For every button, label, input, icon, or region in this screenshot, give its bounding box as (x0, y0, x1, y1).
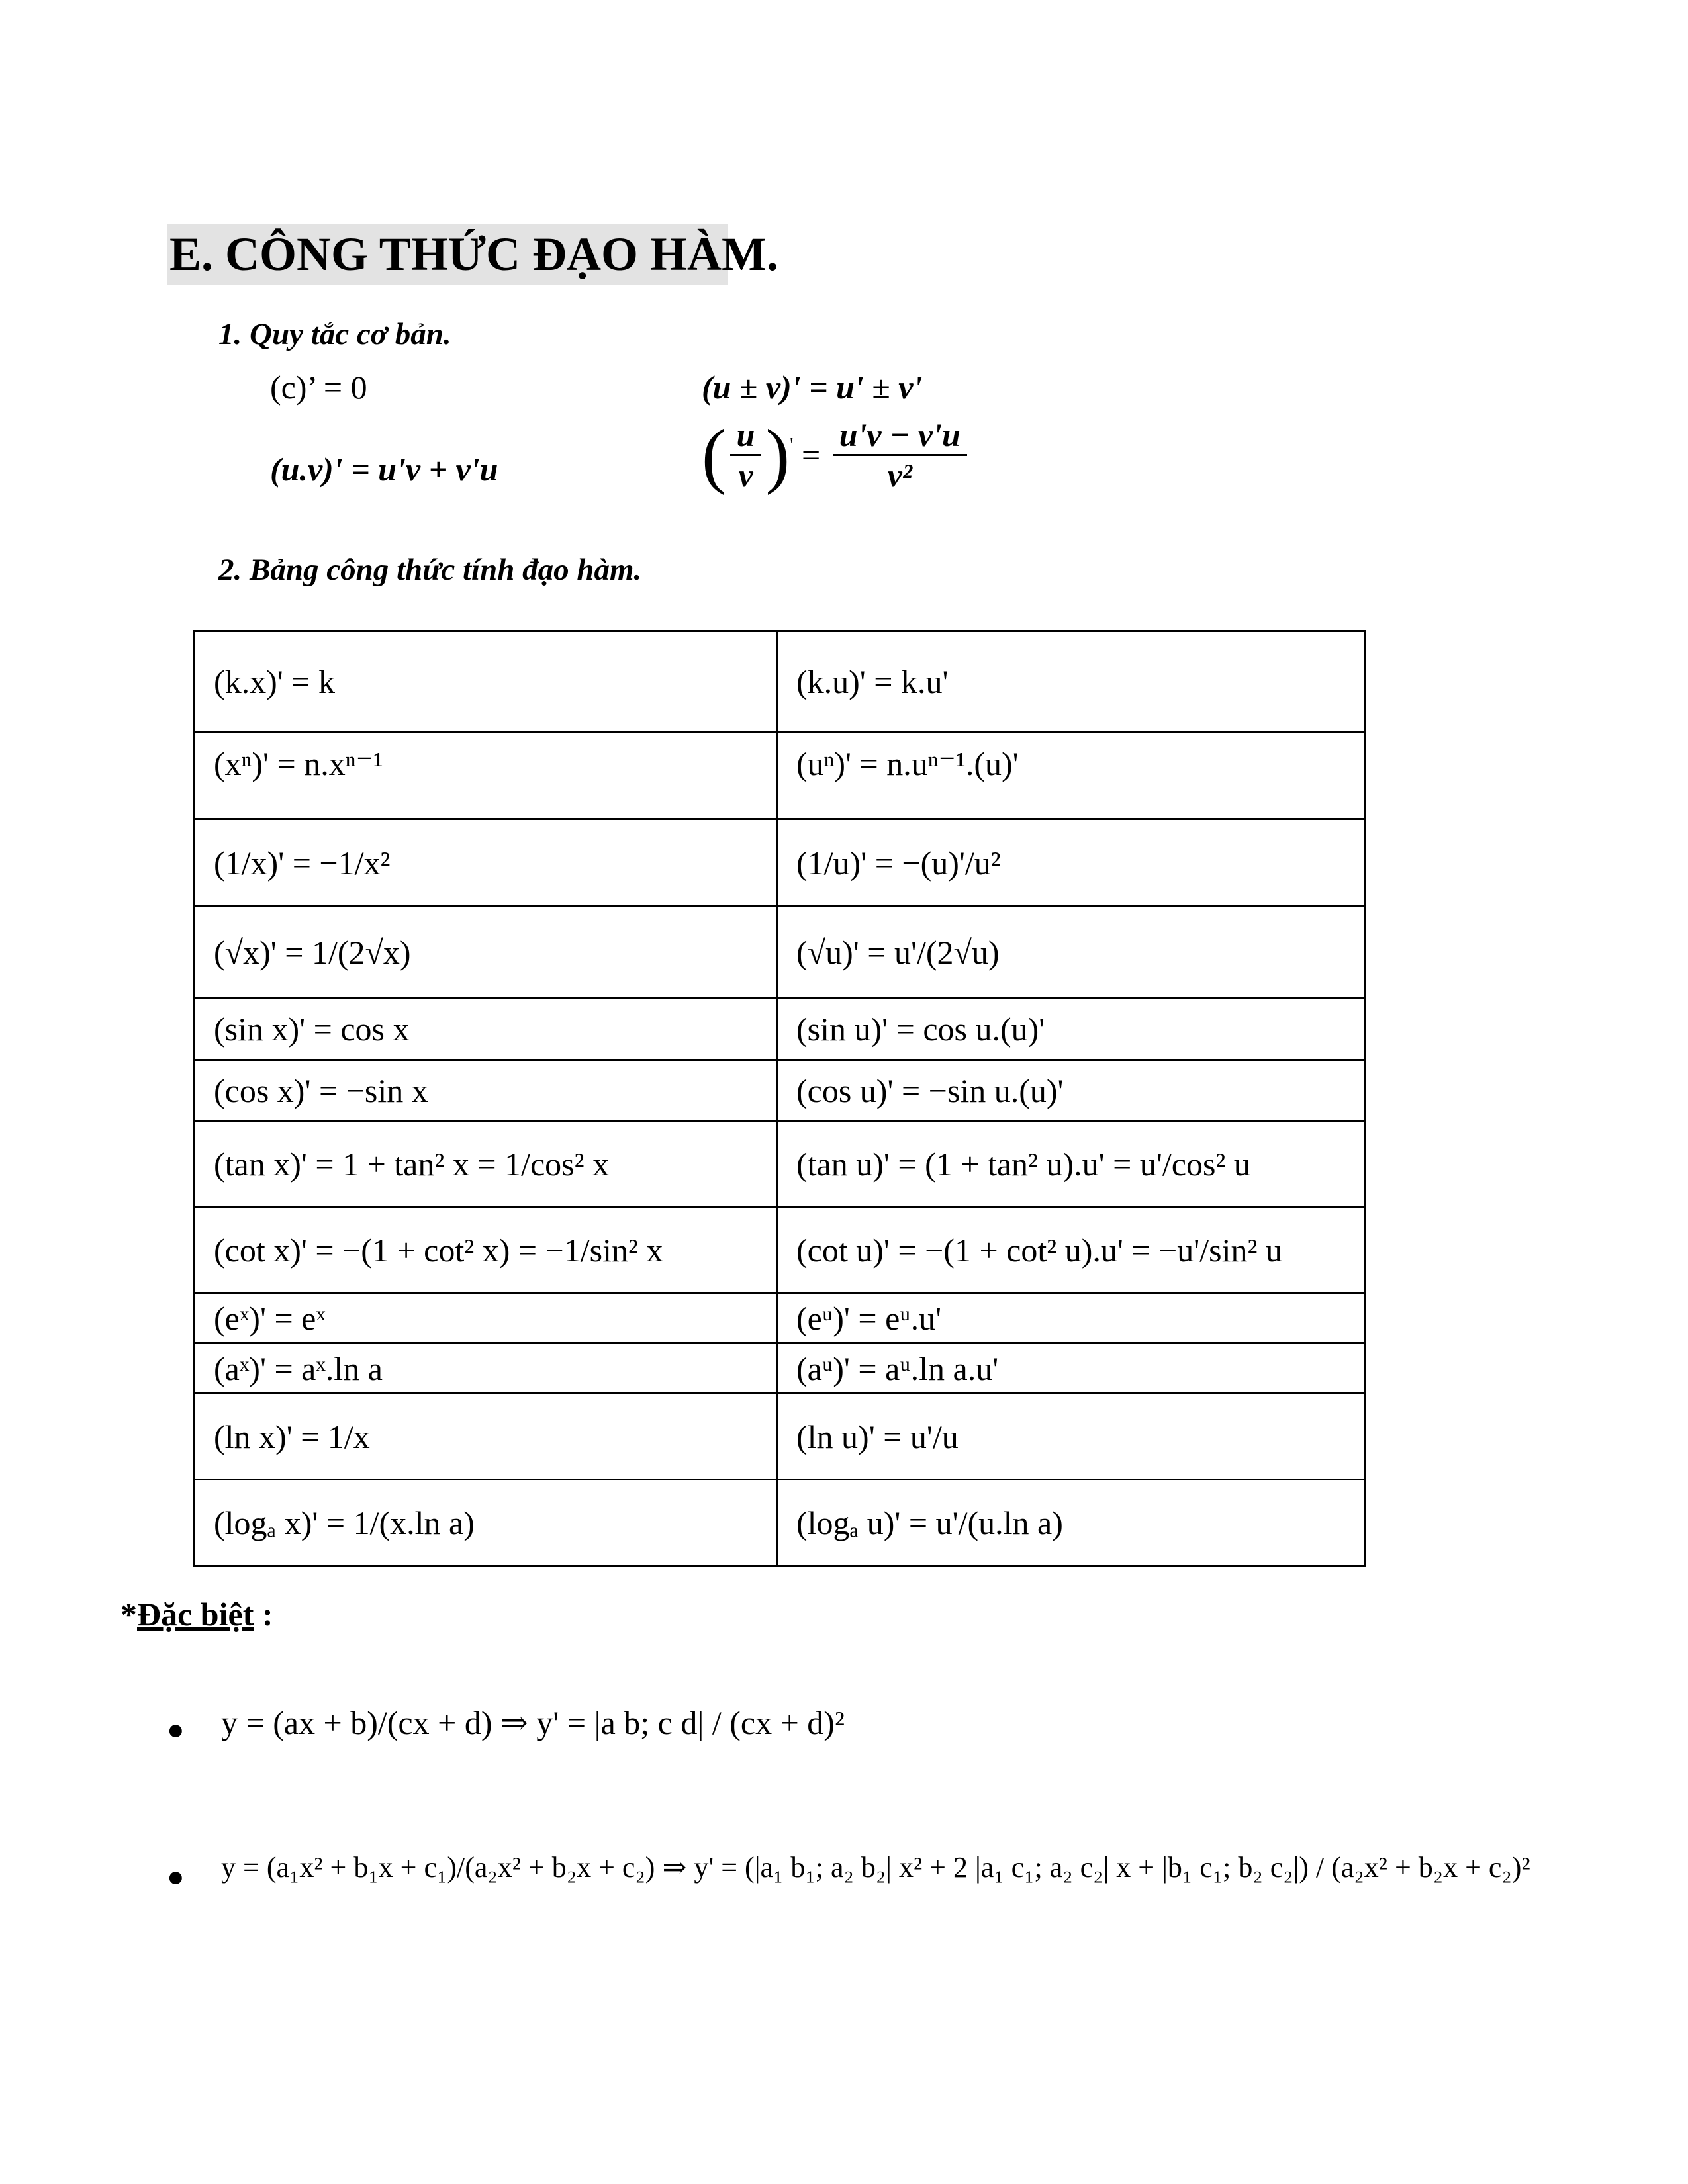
derivative-table (193, 630, 1366, 1567)
table-row (195, 1121, 1365, 1207)
quotient-rhs-den: v² (887, 457, 912, 494)
special-label-text: Đặc biệt (137, 1596, 254, 1633)
formula-right: (k.u)' = k.u' (777, 631, 1365, 732)
formula-left: (1/x)' = −1/x² (195, 819, 777, 907)
formula-right: (1/u)' = −(u)'/u² (777, 819, 1365, 907)
table-row (195, 1343, 1365, 1394)
table-row (195, 631, 1365, 732)
formula-left: (aˣ)' = aˣ.ln a (195, 1343, 777, 1394)
formula-left: (eˣ)' = eˣ (195, 1293, 777, 1343)
quotient-rhs-num: u'v − v'u (833, 418, 967, 456)
table-row (195, 732, 1365, 819)
quotient-lhs-num: u (730, 418, 762, 456)
table-row (195, 1480, 1365, 1566)
quotient-lhs-den: v (738, 457, 753, 494)
special-formula-2: y = (a₁x² + b₁x + c₁)/(a₂x² + b₂x + c₂) ⇒ y' = (|a₁ b₁; a₂ b₂| x² + 2 |a₁ c₁; a₂ c₂| x + |b₁ c₁; b₂ c₂|) / (a₂x² + b₂x + c₂)² (221, 1851, 1530, 1884)
section2-heading: 2. Bảng công thức tính đạo hàm. (218, 553, 642, 587)
formula-left: (logₐ x)' = 1/(x.ln a) (195, 1480, 777, 1566)
formula-right: (√u)' = u'/(2√u) (777, 907, 1365, 998)
formula-left: (sin x)' = cos x (195, 998, 777, 1060)
table-row (195, 1060, 1365, 1121)
special-star: * (120, 1596, 137, 1633)
formula-left: (k.x)' = k (195, 631, 777, 732)
table-row (195, 1207, 1365, 1293)
table-row (195, 998, 1365, 1060)
special-label (120, 1595, 273, 1633)
formula-right: (cos u)' = −sin u.(u)' (777, 1060, 1365, 1121)
formula-right: (eᵘ)' = eᵘ.u' (777, 1293, 1365, 1343)
formula-left: (tan x)' = 1 + tan² x = 1/cos² x (195, 1121, 777, 1207)
section1-heading: 1. Quy tắc cơ bản. (218, 317, 451, 351)
page-title: E. CÔNG THỨC ĐẠO HÀM. (167, 224, 728, 285)
rule-quotient: ( $\frac{u}{v}$ )' = $\frac{u'v - v'u}{\text{v²}}$ (702, 418, 971, 492)
formula-left: (ln x)' = 1/x (195, 1394, 777, 1480)
formula-left: (cot x)' = −(1 + cot² x) = −1/sin² x (195, 1207, 777, 1293)
formula-left: (√x)' = 1/(2√x) (195, 907, 777, 998)
rule-product: (u.v)' = u'v + v'u (270, 451, 498, 488)
table-row (195, 819, 1365, 907)
formula-right: (cot u)' = −(1 + cot² u).u' = −u'/sin² u (777, 1207, 1365, 1293)
bullet-icon: ● (167, 1713, 185, 1746)
table-row (195, 1293, 1365, 1343)
formula-right: (uⁿ)' = n.uⁿ⁻¹.(u)' (777, 732, 1365, 819)
rule-const: (c)’ = 0 (270, 369, 367, 406)
formula-left: (cos x)' = −sin x (195, 1060, 777, 1121)
table-row (195, 907, 1365, 998)
formula-right: (aᵘ)' = aᵘ.ln a.u' (777, 1343, 1365, 1394)
table-row (195, 1394, 1365, 1480)
special-formula-1: y = (ax + b)/(cx + d) ⇒ y' = |a b; c d| / (cx + d)² (221, 1704, 845, 1741)
formula-right: (tan u)' = (1 + tan² u).u' = u'/cos² u (777, 1121, 1365, 1207)
rule-sum: (u ± v)' = u' ± v' (702, 369, 923, 406)
bullet-icon: ● (167, 1860, 185, 1893)
formula-right: (ln u)' = u'/u (777, 1394, 1365, 1480)
formula-left: (xⁿ)' = n.xⁿ⁻¹ (195, 732, 777, 819)
special-colon: : (254, 1596, 273, 1633)
formula-right: (logₐ u)' = u'/(u.ln a) (777, 1480, 1365, 1566)
formula-right: (sin u)' = cos u.(u)' (777, 998, 1365, 1060)
